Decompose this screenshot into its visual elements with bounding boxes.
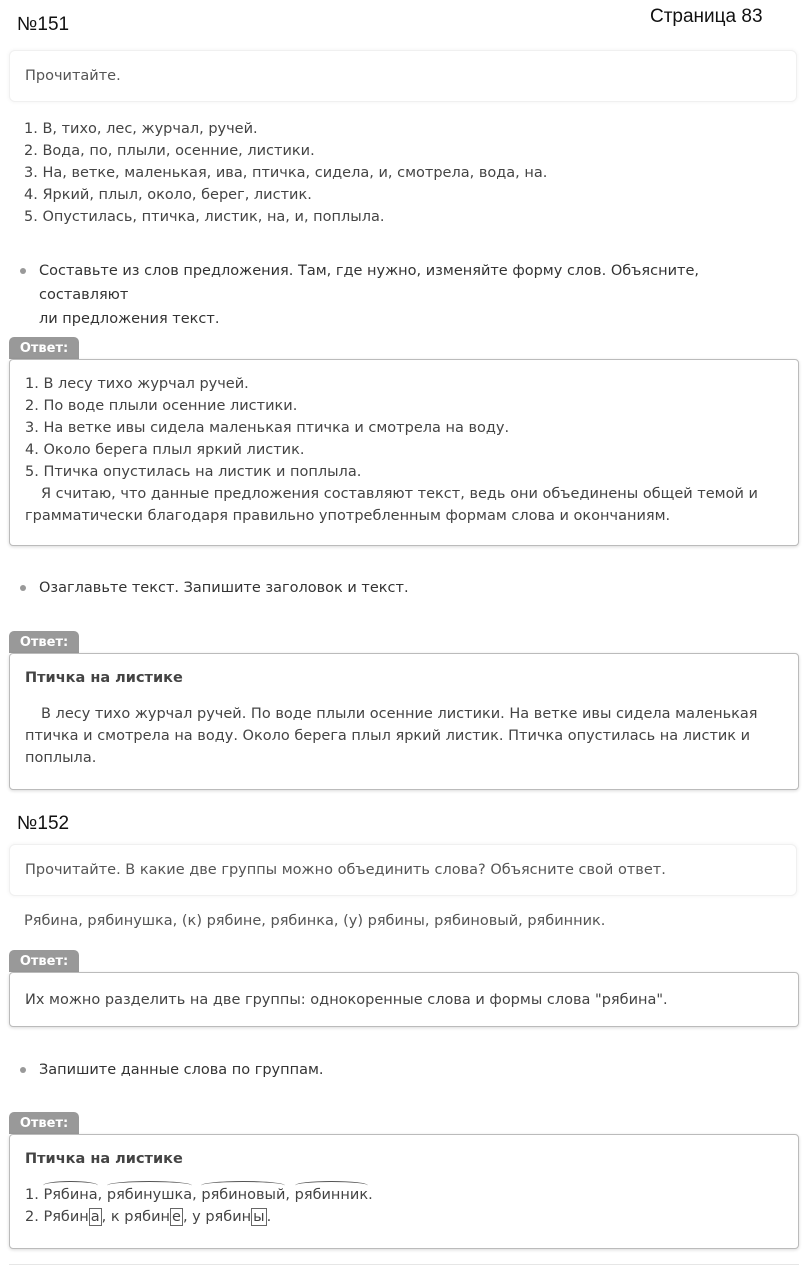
answer-line: 1. В лесу тихо журчал ручей.	[25, 376, 249, 392]
task-text: Прочитайте.	[25, 68, 121, 84]
answer-tag: Ответ:	[9, 1112, 79, 1134]
answer-tag: Ответ:	[9, 631, 79, 653]
answer-box-text	[9, 653, 799, 790]
root-arc-word: Рябина	[43, 1184, 97, 1206]
bullet-icon	[20, 1067, 26, 1073]
task-box-151	[9, 50, 797, 102]
answer-line: 2. По воде плыли осенние листики.	[25, 398, 298, 414]
answer-tag: Ответ:	[9, 950, 79, 972]
instruction-line: ли предложения текст.	[39, 311, 220, 327]
answer-box-word-groups	[9, 1134, 799, 1249]
word-stem: , у рябин	[182, 1209, 252, 1225]
answer-line: Их можно разделить на две группы: однокоренные слова и формы слова "рябина".	[25, 991, 668, 1008]
instruction-groups	[20, 1058, 780, 1082]
separator: .	[368, 1187, 373, 1203]
answer-line: 4. Около берега плыл яркий листик.	[25, 442, 305, 458]
task-box-152	[9, 844, 797, 896]
answer-title: Птичка на листике	[25, 1151, 183, 1167]
page-label: Страница 83	[650, 6, 763, 27]
word-stem: Рябин	[43, 1209, 89, 1225]
list-item: 2. Вода, по, плыли, осенние, листики.	[24, 143, 315, 159]
instruction-line: Составьте из слов предложения. Там, где нужно, изменяйте форму слов. Объясните, составляют	[39, 263, 699, 303]
exercise-number-151: №151	[17, 14, 70, 35]
separator: ,	[97, 1187, 107, 1203]
group-number: 2.	[25, 1209, 44, 1225]
answer-box-sentences	[9, 359, 799, 546]
instruction-line: Запишите данные слова по группам.	[39, 1062, 324, 1078]
exercise-number-152: №152	[17, 813, 70, 834]
ending-box: е	[172, 1209, 181, 1225]
list-item: 5. Опустилась, птичка, листик, на, и, поплыла.	[24, 209, 385, 225]
separator: ,	[285, 1187, 295, 1203]
group-line-2	[25, 1206, 783, 1228]
root-arc-word: рябиновый	[201, 1184, 285, 1206]
word-list-151	[24, 118, 547, 228]
root-arc-word: рябинник	[295, 1184, 368, 1206]
answer-title: Птичка на листике	[25, 670, 183, 686]
list-item: 1. В, тихо, лес, журчал, ручей.	[24, 121, 258, 137]
ending-box: ы	[253, 1209, 265, 1225]
word-stem: , к рябин	[101, 1209, 171, 1225]
separator: .	[266, 1209, 272, 1225]
answer-line: 3. На ветке ивы сидела маленькая птичка и смотрела на воду.	[25, 420, 510, 436]
task-text: Прочитайте. В какие две группы можно объединить слова? Объясните свой ответ.	[25, 862, 666, 878]
answer-tag: Ответ:	[9, 337, 79, 359]
root-arc-word: рябинушка	[107, 1184, 192, 1206]
divider	[9, 1264, 799, 1265]
list-item: 3. На, ветке, маленькая, ива, птичка, сидела, и, смотрела, вода, на.	[24, 165, 548, 181]
bullet-icon	[20, 268, 26, 274]
ending-box: а	[90, 1209, 100, 1225]
answer-line: поплыла.	[25, 750, 97, 766]
group-line-1	[25, 1184, 783, 1206]
answer-line: 5. Птичка опустилась на листик и поплыла.	[25, 464, 362, 480]
answer-box-groups	[9, 972, 799, 1027]
bullet-icon	[20, 585, 26, 591]
separator: ,	[192, 1187, 202, 1203]
answer-line: птичка и смотрела на воду. Около берега плыл яркий листик. Птичка опустилась на листик и	[25, 728, 751, 744]
answer-note: Я считаю, что данные предложения составляют текст, ведь они объединены общей темой и	[41, 486, 758, 502]
answer-note: грамматически благодаря правильно употребленным формам слова и окончаниям.	[25, 508, 671, 524]
list-item: 4. Яркий, плыл, около, берег, листик.	[24, 187, 312, 203]
instruction-title	[20, 576, 780, 600]
answer-line: В лесу тихо журчал ручей. По воде плыли осенние листики. На ветке ивы сидела маленькая	[41, 706, 758, 722]
instruction-line: Озаглавьте текст. Запишите заголовок и текст.	[39, 580, 409, 596]
word-list-152: Рябина, рябинушка, (к) рябине, рябинка, (у) рябины, рябиновый, рябинник.	[24, 913, 606, 929]
group-number: 1.	[25, 1187, 44, 1203]
instruction-compose	[20, 259, 780, 331]
